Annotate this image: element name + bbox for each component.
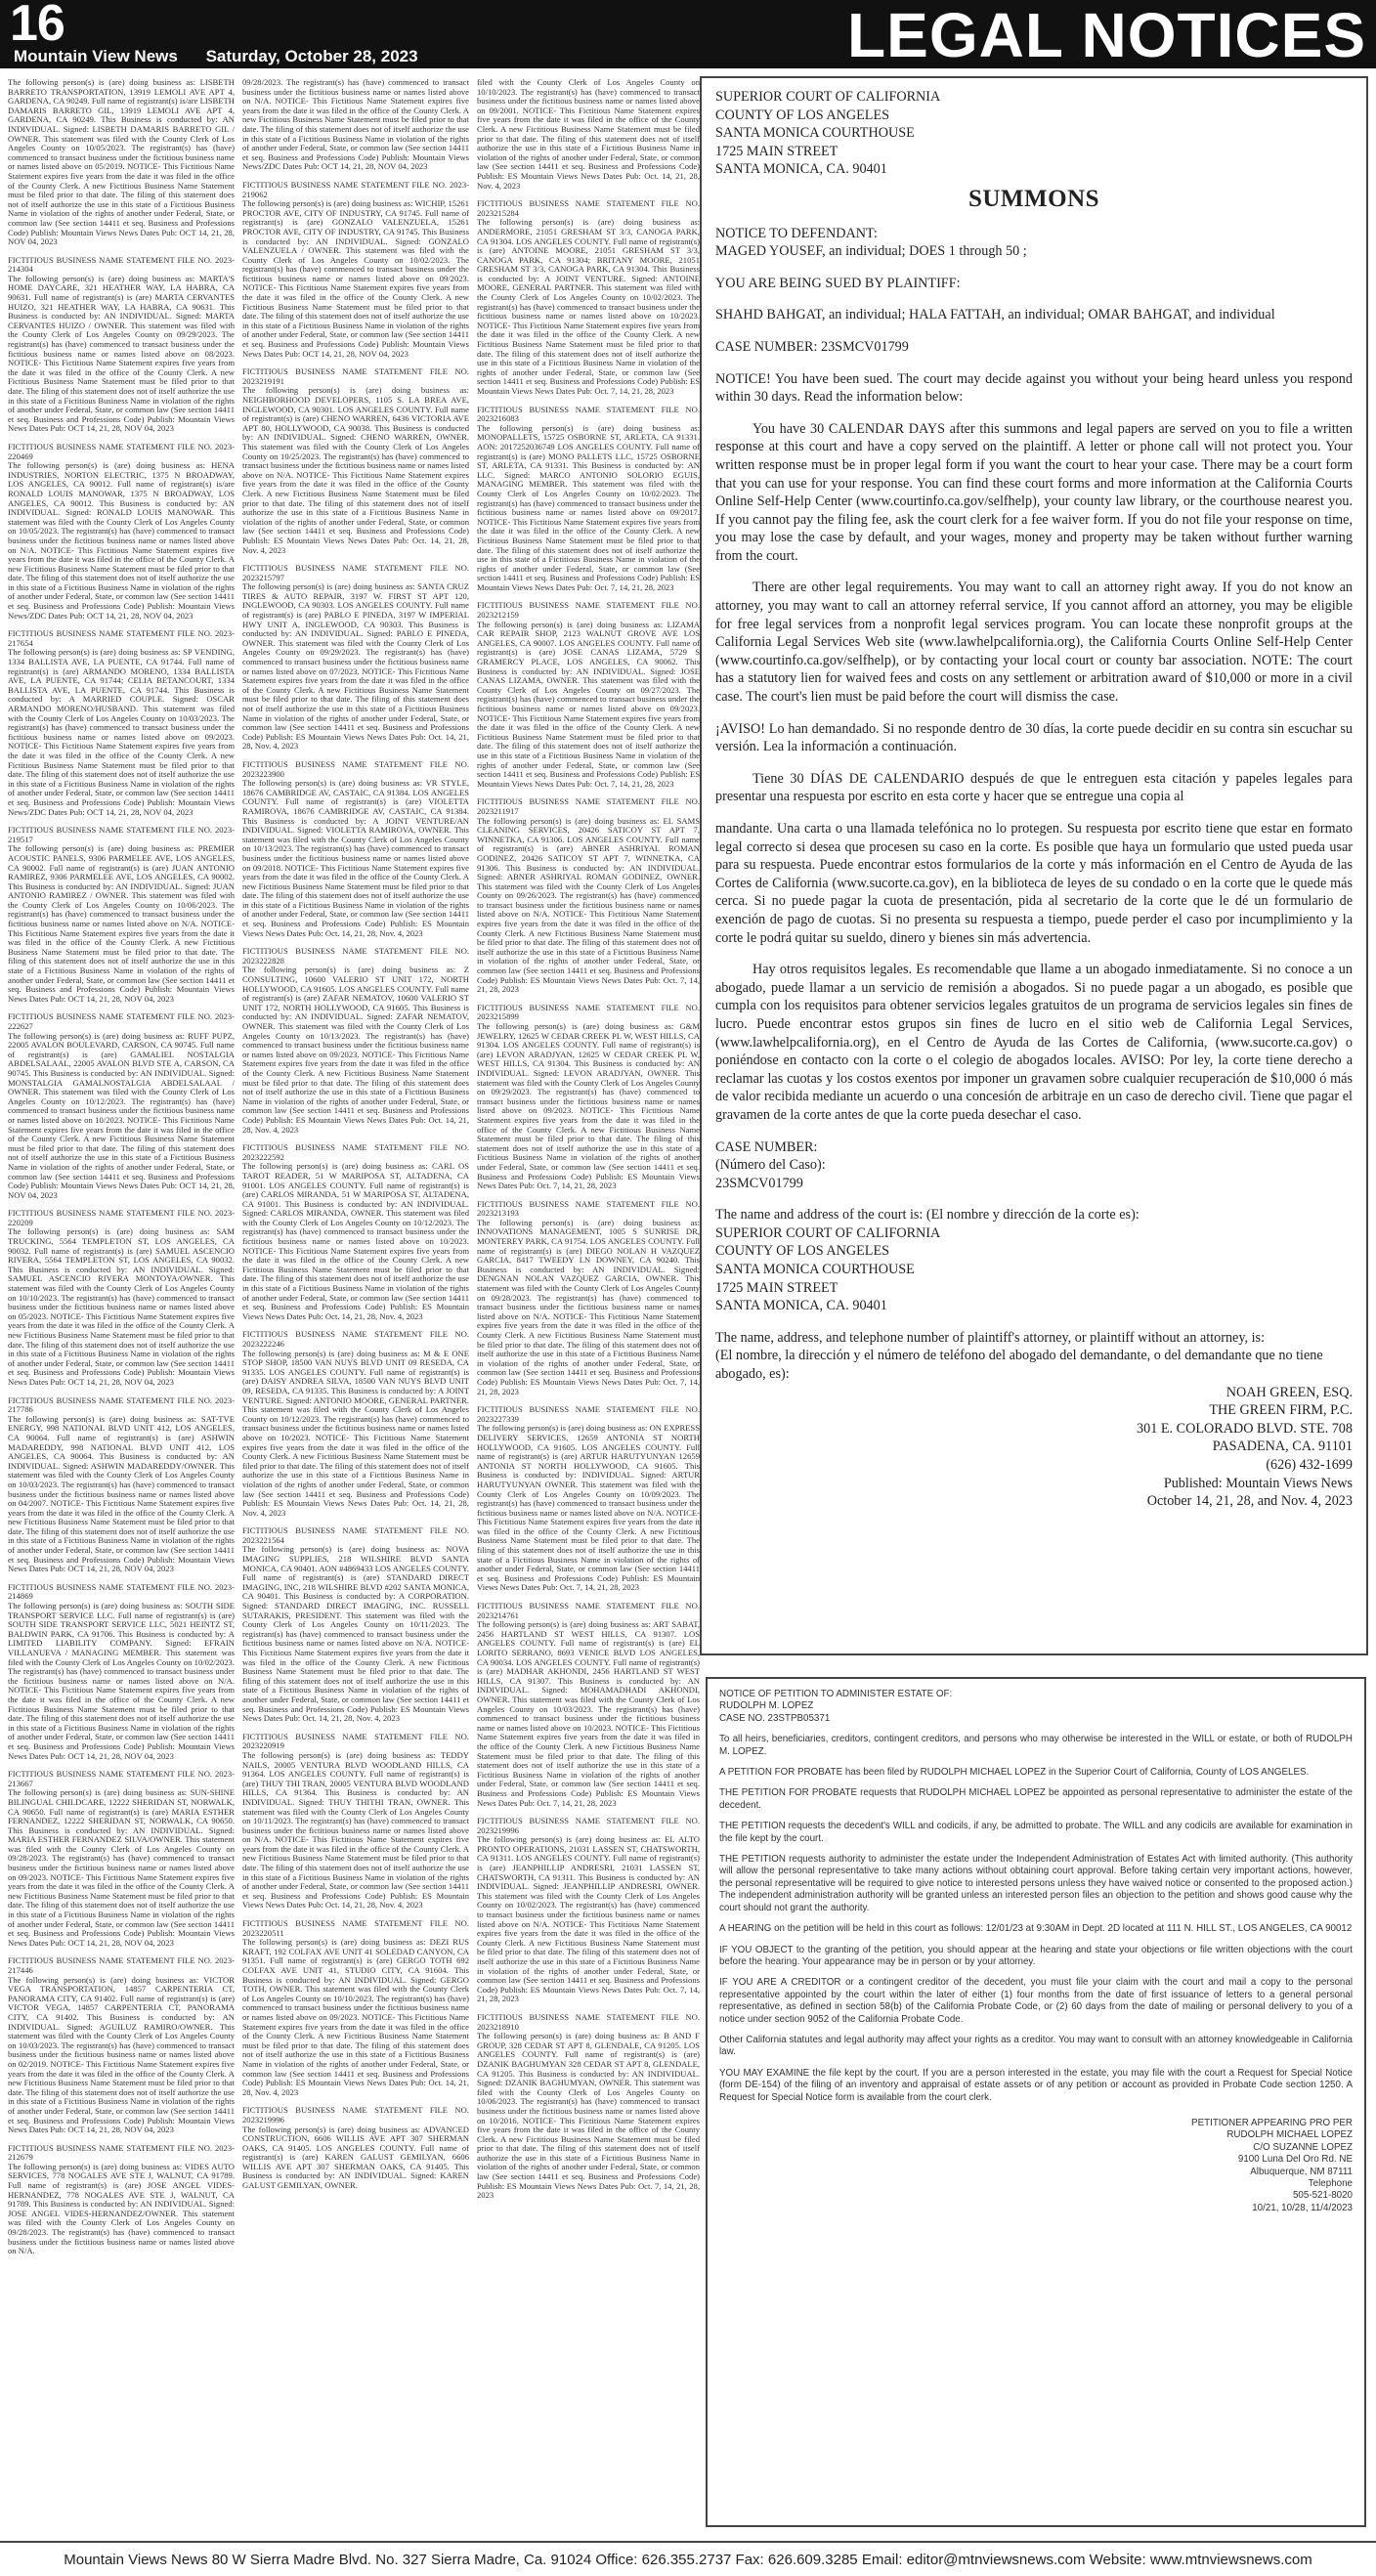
fbn-notice xyxy=(242,1330,469,1518)
fbn-notice xyxy=(8,1012,235,1200)
notice-heading: FICTITIOUS BUSINESS NAME STATEMENT FILE NO. 2023222592 xyxy=(242,1142,469,1162)
notice-heading: FICTITIOUS BUSINESS NAME STATEMENT FILE NO. 2023-217446 xyxy=(8,1955,235,1975)
fbn-notice xyxy=(242,367,469,555)
notice-heading: FICTITIOUS BUSINESS NAME STATEMENT FILE NO. 2023222246 xyxy=(242,1329,469,1349)
case-number-value: 23SMCV01799 xyxy=(715,1175,803,1191)
published-line: Published: Mountain Views News xyxy=(1163,1475,1353,1491)
fbn-notice xyxy=(8,78,235,247)
fbn-notice xyxy=(242,1526,469,1723)
notices-column-2 xyxy=(242,78,469,2531)
probate-heading: NOTICE OF PETITION TO ADMINISTER ESTATE OF: xyxy=(719,1689,953,1699)
fbn-notice xyxy=(8,443,235,621)
notice-heading: FICTITIOUS BUSINESS NAME STATEMENT FILE NO. 2023-220469 xyxy=(8,441,235,461)
notice-body: The following person(s) is (are) doing business as: B AND F GROUP, 328 CEDAR ST APT 8, GLENDALE, CA 91205. LOS ANGELES COUNTY. Full name of registrant(s) is (are) DZANIK BAGHUMYAN 328 CEDAR ST APT 8, GLENDALE, CA 91205. This Business is conducted by: AN INDIVIDUAL. Signed: DZANIK BAGHUMYAN, OWNER. This statement was filed with the County Clerk of Los Angeles County on 10/06/2023. The registrant(s) has (have) commenced to transact business under the fictitious business name or names listed above on 10/2016. NOTICE- This Fictitious Name Statement expires five years from the date it was filed in the office of the County Clerk. A new Fictitious Business Name Statement must be filed prior to that date. The filing of this statement does not of itself authorize the use in this state of a Fictitious Business Name in violation of the rights of another under Federal, State, or common law (See section 14411 et seq. Business and Professions Code) Publish: ES Mountain Views News Dates Pub: Oct. 7, 14, 21, 28, 2023 xyxy=(477,2031,700,2201)
page-number: 16 xyxy=(10,0,64,52)
notice-heading: FICTITIOUS BUSINESS NAME STATEMENT FILE NO. 2023211917 xyxy=(477,796,700,816)
page-footer: Mountain Views News 80 W Sierra Madre Blvd. No. 327 Sierra Madre, Ca. 91024 Office: 626.355.2737 Fax: 626.609.3285 Email: editor@mtnviewsnews.com Website: www.mtnviewsnews.com xyxy=(64,2552,1312,2568)
notice-body: The following person(s) is (are) doing business as: NEIGHBORHOOD DEVELOPERS, 1105 S. LA BREA AVE, INGLEWOOD, CA 90301. LOS ANGELES COUNTY. Full name of registrant(s) is (are) CHENO WARREN, 6436 VICTORIA AVE APT 80, HOLLYWOOD, CA 90038. This Business is conducted by: AN INDIVIDUAL. Signed: CHENO WARREN, OWNER. This statement was filed with the County Clerk of Los Angeles County on 10/25/2023. The registrant(s) has (have) commenced to transact business under the fictitious business name or names listed above on N/A. NOTICE- This Fictitious Name Statement expires five years from the date it was filed in the office of the County Clerk. A new Fictitious Business Name Statement must be filed prior to that date. The filing of this statement does not of itself authorize the use in this state of a Fictitious Business Name in violation of the rights of another under Federal, State, or common law (See section 14411 et seq. Business and Professions Code) Publish: ES Mountain Views News Dates Pub: Oct. 14, 21, 28, Nov. 4, 2023 xyxy=(242,385,469,555)
notice-heading: FICTITIOUS BUSINESS NAME STATEMENT FILE NO. 2023-222627 xyxy=(8,1011,235,1031)
court-name-intro: The name and address of the court is: (El nombre y dirección de la corte es): xyxy=(715,1207,1140,1224)
notices-column-3 xyxy=(477,78,700,2531)
court-line: SANTA MONICA, CA. 90401 xyxy=(715,1298,887,1314)
notice-body: The following person(s) is (are) doing business as: ART SABAT, 2456 HARTLAND ST WEST HILLS, CA 91307. LOS ANGELES COUNTY. Full name of registrant(s) is (are) EL LORITO SERRANO, 8693 VENICE BLVD LOS ANGELES, CA 90034. LOS ANGELES COUNTY. Full name of registrant(s) is (are) MADHAR AKHONDI, 2456 HARTLAND ST WEST HILLS, CA 91307. This Business is conducted by: AN INDIVIDUAL. Signed: MOHAMADHADI AKHONDI, OWNER. This statement was filed with the County Clerk of Los Angeles County on 10/03/2023. The registrant(s) has (have) commenced to transact business under the fictitious business name or names listed above on 10/2023. NOTICE- This Fictitious Name Statement expires five years from the date it was filed in the office of the County Clerk. A new Fictitious Business Name Statement must be filed prior to that date. The filing of this statement does not of itself authorize the use in this state of a Fictitious Business Name in violation of the rights of another under Federal, State, or common law (See section 14411 et seq. Business and Professions Code) Publish: ES Mountain Views News Dates Pub: Oct. 7, 14, 21, 28, 2023 xyxy=(477,1619,700,1808)
probate-paragraph: YOU MAY EXAMINE the file kept by the court. If you are a person interested in the estate, you may file with the court a Request for Special Notice (form DE-154) of the filing of an inventory and appraisal of estate assets or of any petition or account as provided in Probate Code section 1250. A Request for Special Notice form is available from the court clerk. xyxy=(719,2067,1353,2103)
notice-heading: FICTITIOUS BUSINESS NAME STATEMENT FILE NO. 2023-214869 xyxy=(8,1581,235,1602)
summons-paragraph-es: Hay otros requisitos legales. Es recomendable que llame a un abogado inmediatamente. Si no conoce a un abogado, puede llamar a un servicio de remisión a abogados. Si no puede pagar a un abogado, es posible que cumpla con los requisitos para obtener servicios legales gratuitos de un programa de servicios legales sin fines de lucro. Puede encontrar estos grupos sin fines de lucro en el sitio web de California Legal Services, (www.lawhelpcalifornia.org), en el Centro de Ayuda de las Cortes de California, (www.sucorte.ca.gov) o poniéndose en contacto con la corte o el colegio de abogados locales. AVISO: Por ley, la corte tiene derecho a reclamar las cuotas y los costos exentos por imponer un gravamen sobre cualquier recuperación de $10,000 ó más de valor recibida mediante un acuerdo o una concesión de arbitraje en un caso de derecho civil. Tiene que pagar el gravamen de la corte antes de que la corte pueda desechar el caso. xyxy=(715,962,1353,1123)
fbn-notice xyxy=(477,2013,700,2201)
notice-heading: FICTITIOUS BUSINESS NAME STATEMENT FILE NO. 2023221564 xyxy=(242,1525,469,1545)
notice-body: The following person(s) is (are) doing business as: SANTA CRUZ TIRES & AUTO REPAIR, 3197 W. FIRST ST APT 120, INGLEWOOD, CA 90303. LOS ANGELES COUNTY. Full name of registrant(s) is (are) PABLO E PINEDA, 3197 W IMPERIAL HWY UNIT A, INGLEWOOD, CA 90303. This Business is conducted by: AN INDIVIDUAL. Signed: PABLO E PINEDA, OWNER. This statement was filed with the County Clerk of Los Angeles County on 09/29/2023. The registrant(s) has (have) commenced to transact business under the fictitious business name or names listed above on 07/2023. NOTICE- This Fictitious Name Statement expires five years from the date it was filed in the office of the County Clerk. A new Fictitious Business Name Statement must be filed prior to that date. The filing of this statement does not of itself authorize the use in this state of a Fictitious Business Name in violation of the rights of another under Federal, State, or common law (See section 14411 et seq. Business and Professions Code) Publish: ES Mountain Views News Dates Pub: Oct. 14, 21, 28, Nov. 4, 2023 xyxy=(242,581,469,751)
notice-heading: FICTITIOUS BUSINESS NAME STATEMENT FILE NO. 2023-217654 xyxy=(8,628,235,648)
notice-heading: FICTITIOUS BUSINESS NAME STATEMENT FILE NO. 2023219191 xyxy=(242,366,469,386)
court-line: SANTA MONICA COURTHOUSE xyxy=(715,125,915,142)
probate-paragraph: IF YOU ARE A CREDITOR or a contingent creditor of the decedent, you must file your claim with the court and mail a copy to the personal representative appointed by the court within the later of either (1) four months from the date of first issuance of letters to a general personal representative, as defined in section 58(b) of the California Probate Code, or (2) 60 days from the date of mailing or personal delivery to you of a notice under section 9052 of the California Probate Code. xyxy=(719,1977,1353,2025)
probate-paragraph: A HEARING on the petition will be held in this court as follows: 12/01/23 at 9:30AM in Dept. 2D located at 111 N. HILL ST., LOS ANGELES, CA 90012 xyxy=(719,1923,1353,1935)
probate-paragraph: Other California statutes and legal authority may affect your rights as a creditor. You may want to consult with an attorney knowledgeable in California law. xyxy=(719,2034,1353,2058)
case-number-label-es: (Número del Caso): xyxy=(715,1157,826,1174)
header-left-block xyxy=(0,0,445,68)
paper-name: Mountain View News xyxy=(14,47,178,65)
court-line: SUPERIOR COURT OF CALIFORNIA xyxy=(715,89,941,105)
fbn-notice xyxy=(477,1817,700,2004)
defendant-label: NOTICE TO DEFENDANT: xyxy=(715,225,878,241)
petitioner-line: 9100 Luna Del Oro Rd. NE xyxy=(1237,2154,1353,2166)
notice-body: The following person(s) is (are) doing business as: VR STYLE, 18676 CAMBRIDGE AV, CASTAIC, CA 91384. LOS ANGELES COUNTY. Full name of registrant(s) is (are) VIOLETTA RAMIROVA, 18676 CAMBRIDGE AV, CASTAIC, CA 91384. This Business is conducted by: A JOINT VENTURE/AN INDIVIDUAL. Signed: VIOLETTA RAMIROVA, OWNER. This statement was filed with the County Clerk of Los Angeles County on 10/13/2023. The registrant(s) has (have) commenced to transact business under the fictitious business name or names listed above on 09/2018. NOTICE- This Fictitious Name Statement expires five years from the date it was filed in the office of the County Clerk. A new Fictitious Business Name Statement must be filed prior to that date. The filing of this statement does not of itself authorize the use in this state of a Fictitious Business Name in violation of the rights of another under Federal, State, or common law (See section 14411 et seq. Business and Professions Code) Publish: ES Mountain Views News Dates Pub: Oct. 14, 21, 28, Nov. 4, 2023 xyxy=(242,778,469,938)
notice-body: The following person(s) is (are) doing business as: DEZI RUS KRAFT, 192 COLFAX AVE UNIT 41 SOLEDAD CANYON, CA 91351. Full name of registrant(s) is (are) GERGO TOTH 692 COLFAX AVE UNIT 41, STUDIO CITY, CA 91604. This Business is conducted by: AN INDIVIDUAL. Signed: GERGO TOTH, OWNER. This statement was filed with the County Clerk of Los Angeles County on 10/10/2023. The registrant(s) has (have) commenced to transact business under the fictitious business name or names listed above on 09/2023. NOTICE- This Fictitious Name Statement expires five years from the date it was filed in the office of the County Clerk. A new Fictitious Business Name Statement must be filed prior to that date. The filing of this statement does not of itself authorize the use in this state of a Fictitious Business Name in violation of the rights of another under Federal, State, or common law (See section 14411 et seq. Business and Professions Code) Publish: ES Mountain Views News Dates Pub: Oct. 14, 21, 28, Nov. 4, 2023 xyxy=(242,1937,469,2097)
notice-heading: FICTITIOUS BUSINESS NAME STATEMENT FILE NO. 2023-219517 xyxy=(8,825,235,844)
notice-body: The following person(s) is (are) doing business as: MONOPALLETS, 15725 OSBORNE ST, ARLETA, CA 91331. AON: 2017252036749 LOS ANGELES COUNTY. Full name of registrant(s) is (are) MONO PALLETS LLC, 15725 OSBORNE ST, ARLETA, CA 91331. This Business is conducted by: AN LLC. Signed: MARCO ANTONIO SOLORIO EGUIS, MANAGING MEMBER. This statement was filed with the County Clerk of Los Angeles County on 10/02/2023. The registrant(s) has (have) commenced to transact business under the fictitious business name or names listed above on 09/2017. NOTICE- This Fictitious Name Statement expires five years from the date it was filed in the office of the County Clerk. A new Fictitious Business Name Statement must be filed prior to that date. The filing of this statement does not of itself authorize the use in this state of a Fictitious Business Name in violation of the rights of another under Federal, State, or common law (See section 14411 et seq. Business and Professions Code) Publish: ES Mountain Views News Dates Pub: Oct. 7, 14, 21, 28, 2023 xyxy=(477,422,700,592)
court-address-repeat xyxy=(715,1224,1353,1315)
notice-heading: FICTITIOUS BUSINESS NAME STATEMENT FILE NO. 2023219996 xyxy=(477,1816,700,1835)
court-line: SANTA MONICA COURTHOUSE xyxy=(715,1262,915,1278)
notice-body: The following person(s) is (are) doing business as: EL ALTO PRONTO OPERATIONS, 21031 LASSEN ST, CHATSWORTH, CA 91311. LOS ANGELES COUNTY. Full name of registrant(s) is (are) JEANPHILLIP ANDRESRI, 21031 LASSEN ST, CHATSWORTH, CA 91311. This Business is conducted by: AN INDIVIDUAL. Signed: JEANPHILLIP ANDRESRI, OWNER. This statement was filed with the County Clerk of Los Angeles County on 10/02/2023. The registrant(s) has (have) commenced to transact business under the fictitious business name or names listed above on N/A. NOTICE- This Fictitious Name Statement expires five years from the date it was filed in the office of the County Clerk. A new Fictitious Business Name Statement must be filed prior to that date. The filing of this statement does not of itself authorize the use in this state of a Fictitious Business Name in violation of the rights of another under Federal, State, or common law (See section 14411 et seq. Business and Professions Code) Publish: ES Mountain Views News Dates Pub: Oct. 7, 14, 21, 28, 2023 xyxy=(477,1834,700,2004)
fbn-notice xyxy=(477,199,700,396)
court-line: SANTA MONICA, CA. 90401 xyxy=(715,161,887,178)
fbn-notice xyxy=(8,256,235,434)
petitioner-line: C/O SUZANNE LOPEZ xyxy=(1253,2141,1353,2153)
fbn-notice xyxy=(8,2144,235,2256)
notice-heading: FICTITIOUS BUSINESS NAME STATEMENT FILE NO. 2023215899 xyxy=(477,1002,700,1022)
fbn-notice xyxy=(8,1209,235,1387)
notice-heading: FICTITIOUS BUSINESS NAME STATEMENT FILE NO. 2023-220209 xyxy=(8,1208,235,1227)
notice-body: The following person(s) is (are) doing business as: G&M JEWELRY, 12625 W CEDAR CREEK PL W, WEST HILLS, CA 91304. LOS ANGELES COUNTY. Full name of registrant(s) is (are) LEVON ARADJYAN, 12625 W CEDAR CREEK PL W, WEST HILLS, CA 91304. This Business is conducted by: AN INDIVIDUAL. Signed: LEVON ARADJYAN, OWNER. This statement was filed with the County Clerk of Los Angeles County on 09/29/2023. The registrant(s) has (have) commenced to transact business under the fictitious business name or names listed above on 09/2023. NOTICE- This Fictitious Name Statement expires five years from the date it was filed in the office of the County Clerk. A new Fictitious Business Name Statement must be filed prior to that date. The filing of this statement does not of itself authorize the use in this state of a Fictitious Business Name in violation of the rights of another under Federal, State, or common law (See section 14411 et seq. Business and Professions Code) Publish: ES Mountain Views News Dates Pub: Oct. 7, 14, 21, 28, 2023 xyxy=(477,1021,700,1191)
notice-heading: FICTITIOUS BUSINESS NAME STATEMENT FILE NO. 2023218910 xyxy=(477,2011,700,2032)
fbn-notice xyxy=(242,1733,469,1911)
fbn-notice xyxy=(242,181,469,359)
fbn-notice xyxy=(8,1583,235,1761)
fbn-notice xyxy=(8,629,235,817)
notice-body: The following person(s) is (are) doing business as: CARL OS TAROT READER, 51 W MARIPOSA ST, ALTADENA, CA 91001. LOS ANGELES COUNTY. Full name of registrant(s) is (are) CARLOS MIRANDA, 51 W MARIPOSA ST, ALTADENA, CA 91001. This Business is conducted by: AN INDIVIDUAL. Signed: CARLOS MIRANDA, OWNER. This statement was filed with the County Clerk of Los Angeles County on 10/12/2023. The registrant(s) has (have) commenced to transact business under the fictitious business name or names listed above on 10/2023. NOTICE- This Fictitious Name Statement expires five years from the date it was filed in the office of the County Clerk. A new Fictitious Business Name Statement must be filed prior to that date. The filing of this statement does not of itself authorize the use in this state of a Fictitious Business Name in violation of the rights of another under Federal, State, or common law (See section 14411 et seq. Business and Professions Code) Publish: ES Mountain Views News Dates Pub: Oct. 14, 21, 28, Nov. 4, 2023 xyxy=(242,1161,469,1321)
fbn-notice xyxy=(8,826,235,1004)
court-line: 1725 MAIN STREET xyxy=(715,143,838,159)
fbn-notice xyxy=(242,564,469,751)
notice-body: The following person(s) is (are) doing business as: SAM TRUCKING, 5564 TEMPLETON ST, LOS ANGELES, CA 90032. Full name of registrant(s) is (are) SAMUEL ASCENCIO RIVERA, 5564 TEMPLETON ST, LOS ANGELES, CA 90032. This Business is conducted by: AN INDIVIDUAL. Signed: SAMUEL ASCENCIO RIVERA MONTOYA/OWNER. This statement was filed with the County Clerk of Los Angeles County on 10/10/2023. The registrant(s) has (have) commenced to transact business under the fictitious business name or names listed above on 05/2023. NOTICE- This Fictitious Name Statement expires five years from the date it was filed in the office of the County Clerk. A new Fictitious Business Name Statement must be filed prior to that date. The filing of this statement does not of itself authorize the use in this state of a Fictitious Business Name in violation of the rights of another under Federal, State, or common law (See section 14411 et seq. Business and Professions Code) Publish: Mountain Views News Dates Pub: OCT 14, 21, 28, NOV 04, 2023 xyxy=(8,1226,235,1387)
notice-heading: FICTITIOUS BUSINESS NAME STATEMENT FILE NO. 2023223900 xyxy=(242,758,469,779)
court-line: COUNTY OF LOS ANGELES xyxy=(715,107,890,123)
fbn-notice xyxy=(242,1919,469,2097)
attorney-line: PASADENA, CA. 91101 xyxy=(1212,1438,1353,1455)
notice-body: The following person(s) is (are) doing business as: VIDES AUTO SERVICES, 778 NOGALES AVE STE J, WALNUT, CA 91789. Full name of registrant(s) is (are) JOSE ANGEL VIDES-HERNANDEZ, 778 NOGALES AVE STE J, WALNUT, CA 91789. This Business is conducted by: AN INDIVIDUAL. Signed: JOSE ANGEL VIDES-HERNANDEZ/OWNER. This statement was filed with the County Clerk of Los Angeles County on 09/28/2023. The registrant(s) has (have) commenced to transact business under the fictitious business name or names listed above on N/A. xyxy=(8,2161,235,2256)
publication-dates: October 14, 21, 28, and Nov. 4, 2023 xyxy=(1146,1493,1353,1510)
notice-body: The following person(s) is (are) doing business as: SAT-TVE ENERGY, 998 NATIONAL BLVD UNIT 412, LOS ANGELES, CA 90064. Full name of registrant(s) is (are) ASHWIN MADAREDDY, 998 NATIONAL BLVD UNIT 412, LOS ANGELES, CA 90064. This Business is conducted by: AN INDIVIDUAL. Signed: ASHWIN MADAREDDY/OWNER. This statement was filed with the County Clerk of Los Angeles County on 10/03/2023. The registrant(s) has (have) commenced to transact business under the fictitious business name or names listed above on 04/2007. NOTICE- This Fictitious Name Statement expires five years from the date it was filed in the office of the County Clerk. A new Fictitious Business Name Statement must be filed prior to that date. The filing of this statement does not of itself authorize the use in this state of a Fictitious Business Name in violation of the rights of another under Federal, State, or common law (See section 14411 et seq. Business and Professions Code) Publish: Mountain Views News Dates Pub: OCT 14, 21, 28, NOV 04, 2023 xyxy=(8,1413,235,1574)
notice-body: The following person(s) is (are) doing business as: LIZAMA CAR REPAIR SHOP, 2123 WALNUT GROVE AVE LOS ANGELES, CA 90007. LOS ANGELES COUNTY. Full name of registrant(s) is (are) JOSE CANAS LIZAMA, 5729 S GRAMERCY PLACE, LOS ANGELES, CA 90062. This Business is conducted by: AN INDIVIDUAL. Signed: JOSE CANAS LIZAMA, OWNER. This statement was filed with the County Clerk of Los Angeles County on 09/27/2023. The registrant(s) has (have) commenced to transact business under the fictitious business name or names listed above on 09/2023. NOTICE- This Fictitious Name Statement expires five years from the date it was filed in the office of the County Clerk. A new Fictitious Business Name Statement must be filed prior to that date. The filing of this statement does not of itself authorize the use in this state of a Fictitious Business Name in violation of the rights of another under Federal, State, or common law (See section 14411 et seq. Business and Professions Code) Publish: ES Mountain Views News Dates Pub: Oct. 7, 14, 21, 28, 2023 xyxy=(477,619,700,789)
notice-body: The following person(s) is (are) doing business as: HENA INDUSTRIES, NORTON ELECTRIC, 1375 N BROADWAY, LOS ANGELES, CA 90012. Full name of registrant(s) is/are RONALD LOUIS MANOWAR, 1375 N BROADWAY, LOS ANGELES, CA 90012. This Business is conducted by: AN INDIVIDUAL. Signed: RONALD LOUIS MANOWAR. This statement was filed with the County Clerk of Los Angeles County on 10/05/2023. The registrant(s) has (have) commenced to transact business under the fictitious business name or names listed above on N/A. NOTICE- This Fictitious Name Statement expires five years from the date it was filed in the office of the County Clerk. A new Fictitious Business Name Statement must be filed prior to that date. The filing of this statement does not of itself authorize the use in this state of a Fictitious Business Name in violation of the rights of another under Federal, State, or common law (See section 14411 et seq. Business and Professions Code) Publish: Mountain Views News/ZDC Dates Pub: OCT 14, 21, 28, NOV 04, 2023 xyxy=(8,460,235,621)
fbn-notice xyxy=(477,1200,700,1396)
section-title: LEGAL NOTICES xyxy=(847,0,1366,70)
attorney-line: NOAH GREEN, ESQ. xyxy=(1226,1384,1353,1400)
notice-heading: FICTITIOUS BUSINESS NAME STATEMENT FILE NO. 2023220511 xyxy=(242,1918,469,1938)
fbn-notice xyxy=(477,406,700,593)
summons-paragraph: There are other legal requirements. You may want to call an attorney right away. If you do not know an attorney, you may want to call an attorney referral service, If you cannot afford an attorney, you may be eligible for free legal services from a nonprofit legal services program. You can locate these nonprofit groups at the California Legal Services Web site (www.lawhelpcalifornia.org), the California Courts Online Self-Help Center (www.courtinfo.ca.gov/selfhelp), or by contacting your local court or county bar association. NOTE: The court has a statutory lien for waived fees and costs on any settlement or arbitration award of $10,000 or more in a civil case. The court's lien must be paid before the court will dismiss the case. xyxy=(715,580,1353,706)
notice-body: The following person(s) is (are) doing business as: RUFF PUPZ, 22005 AVALON BOULEVARD, CARSON, CA 90745. Full name of registrant(s) is (are) GAMALIEL NOSTALGIA ABDELSALAAL, 22005 AVALON BLVD STE A, CARSON, CA 90745. This Business is conducted by: AN INDIVIDUAL. Signed: MONSTALGIA GAMALNOSTALGIA ABDELSALAAL / OWNER. This statement was filed with the County Clerk of Los Angeles County on 10/12/2023. The registrant(s) has (have) commenced to transact business under the fictitious business name or names listed above on 10/2023. NOTICE- This Fictitious Name Statement expires five years from the date it was filed in the office of the County Clerk. A new Fictitious Business Name Statement must be filed prior to that date. The filing of this statement does not of itself authorize the use in this state of a Fictitious Business Name in violation of the rights of another under Federal, State, or common law (See section 14411 et seq. Business and Professions Code) Publish: Mountain Views News Dates Pub: OCT 14, 21, 28, NOV 04, 2023 xyxy=(8,1030,235,1200)
notice-heading: FICTITIOUS BUSINESS NAME STATEMENT FILE NO. 2023214761 xyxy=(477,1601,700,1620)
case-number-label: CASE NUMBER: xyxy=(715,1138,818,1155)
fbn-notice xyxy=(477,1405,700,1593)
notice-heading: FICTITIOUS BUSINESS NAME STATEMENT FILE NO. 2023-212679 xyxy=(8,2142,235,2163)
fbn-notice xyxy=(477,601,700,789)
petitioner-block xyxy=(719,2118,1353,2214)
fbn-notice xyxy=(8,1770,235,1948)
fbn-notice xyxy=(8,1956,235,2134)
issue-date: Saturday, October 28, 2023 xyxy=(205,47,418,65)
fbn-notice xyxy=(8,1396,235,1574)
notice-body: The following person(s) is (are) doing business as: WICHIP, 15261 PROCTOR AVE, CITY OF INDUSTRY, CA 91745. Full name of registrant(s) is (are) GONZALO VALENZUELA, 15261 PROCTOR AVE, CITY OF INDUSTRY, CA 91745. This Business is conducted by: AN INDIVIDUAL. Signed: GONZALO VALENZUELA / OWNER. This statement was filed with the County Clerk of Los Angeles County on 10/02/2023. The registrant(s) has (have) commenced to transact business under the fictitious business name or names listed above on 09/2023. NOTICE- This Fictitious Name Statement expires five years from the date it was filed in the office of the County Clerk. A new Fictitious Business Name Statement must be filed prior to that date. The filing of this statement does not of itself authorize the use in this state of a Fictitious Business Name in violation of the rights of another under Federal, State, or common law (See section 14411 et seq. Business and Professions Code) Publish: Mountain Views News Dates Pub: OCT 14, 21, 28, NOV 04, 2023 xyxy=(242,198,469,359)
header-right-block xyxy=(445,0,1376,68)
probate-paragraph: THE PETITION requests authority to administer the estate under the Independent Administration of Estates Act with limited authority. (This authority will allow the personal representative to take many actions without obtaining court approval. Before taking certain very important actions, however, the personal representative will be required to give notice to interested persons unless they have waived notice or consented to the proposed action.) The independent administration authority will be granted unless an interested person files an objection to the petition and shows good cause why the court should not grant the authority. xyxy=(719,1854,1353,1913)
summons-notice xyxy=(700,76,1368,1655)
probate-paragraph: A PETITION FOR PROBATE has been filed by RUDOLPH MICHAEL LOPEZ in the Superior Court of California, County of LOS ANGELES. xyxy=(719,1767,1310,1779)
notice-heading: FICTITIOUS BUSINESS NAME STATEMENT FILE NO. 2023-219062 xyxy=(242,179,469,199)
attorney-line: (626) 432-1699 xyxy=(1266,1457,1353,1473)
summons-paragraph-es: Tiene 30 DÍAS DE CALENDARIO después de que le entreguen esta citación y papeles legales para presentar una respuesta por escrito en esta corte y hacer que se entregue una copia al xyxy=(715,770,1353,805)
notice-body: 09/28/2023. The registrant(s) has (have) commenced to transact business under the fictitious business name or names listed above on N/A. NOTICE- This Fictitious Name Statement expires five years from the date it was filed in the office of the County Clerk. A new Fictitious Business Name Statement must be filed prior to that date. The filing of this statement does not of itself authorize the use in this state of a Fictitious Business Name in violation of the rights of another under Federal, State, or common law (See section 14411 et seq. Business and Professions Code) Publish: Mountain Views News/ZDC Dates Pub: OCT 14, 21, 28, NOV 04, 2023 xyxy=(242,78,469,172)
notice-heading: FICTITIOUS BUSINESS NAME STATEMENT FILE NO. 2023222828 xyxy=(242,946,469,966)
probate-paragraph: THE PETITION FOR PROBATE requests that RUDOLPH MICHAEL LOPEZ be appointed as personal representative to administer the estate of the decedent. xyxy=(719,1787,1353,1811)
notice-heading: FICTITIOUS BUSINESS NAME STATEMENT FILE NO. 2023213193 xyxy=(477,1198,700,1219)
attorney-line: 301 E. COLORADO BLVD. STE. 708 xyxy=(1137,1420,1353,1437)
fbn-notice xyxy=(242,1143,469,1321)
petitioner-line: Albuquerque, NM 87111 xyxy=(1250,2166,1353,2177)
attorney-intro-es: (El nombre, la dirección y el número de teléfono del abogado del demandante, o del demandante que no tiene abogado, es): xyxy=(715,1348,1323,1383)
probate-paragraph: THE PETITION requests the decedent's WILL and codicils, if any, be admitted to probate. The WILL and any codicils are available for examination in the file kept by the court. xyxy=(719,1821,1353,1844)
page-header xyxy=(0,0,1376,68)
attorney-intro: The name, address, and telephone number of plaintiff's attorney, or plaintiff without an attorney, is: xyxy=(715,1329,1266,1346)
notice-body: The following person(s) is (are) doing business as: EL SAMS CLEANING SERVICES, 20426 SATICOY ST APT 7, WINNETKA, CA 91306. LOS ANGELES COUNTY. Full name of registrant(s) is (are) ABNER ASHRIYAL ROMAN GODINEZ, 20426 SATICOY ST APT 7, WINNETKA, CA 91306. This Business is conducted by: AN INDIVIDUAL. Signed: ABNER ASHRIYAL ROMAN GODINEZ, OWNER. This statement was filed with the County Clerk of Los Angeles County on 09/26/2023. The registrant(s) has (have) commenced to transact business under the fictitious business name or names listed above on N/A. NOTICE- This Fictitious Name Statement expires five years from the date it was filed in the office of the County Clerk. A new Fictitious Business Name Statement must be filed prior to that date. The filing of this statement does not of itself authorize the use in this state of a Fictitious Business Name in violation of the rights of another under Federal, State, or common law (See section 14411 et seq. Business and Professions Code) Publish: ES Mountain Views News Dates Pub: Oct. 7, 14, 21, 28, 2023 xyxy=(477,815,700,995)
notice-body: The following person(s) is (are) doing business as: NOVA IMAGING SUPPLIES, 218 WILSHIRE BLVD SANTA MONICA, CA 90401. AON #4869433 LOS ANGELES COUNTY. Full name of registrant(s) is (are) STANDARD DIRECT IMAGING, INC, 218 WILSHIRE BLVD #202 SANTA MONICA, CA 90401. This Business is conducted by: A CORPORATION. Signed: STANDARD DIRECT IMAGING, INC. RUSSELL SUTARAKIS, PRESIDENT. This statement was filed with the County Clerk of Los Angeles County on 10/11/2023. The registrant(s) has (have) commenced to transact business under the fictitious business name or names listed above on N/A. NOTICE- This Fictitious Name Statement expires five years from the date it was filed in the office of the County Clerk. A new Fictitious Business Name Statement must be filed prior to that date. The filing of this statement does not of itself authorize the use in this state of a Fictitious Business Name in violation of the rights of another under Federal, State, or common law (See section 14411 et seq. Business and Professions Code) Publish: ES Mountain Views News Dates Pub: Oct. 14, 21, 28, Nov. 4, 2023 xyxy=(242,1544,469,1724)
fbn-notice xyxy=(477,1004,700,1191)
fbn-notice xyxy=(242,760,469,938)
fbn-notice xyxy=(477,78,700,191)
notice-text: NOTICE! You have been sued. The court may decide against you without your being heard unless you respond within 30 days. Read the information below: xyxy=(715,370,1353,406)
court-line: SUPERIOR COURT OF CALIFORNIA xyxy=(715,1224,941,1241)
notice-heading: FICTITIOUS BUSINESS NAME STATEMENT FILE NO. 2023215284 xyxy=(477,198,700,218)
notice-heading: FICTITIOUS BUSINESS NAME STATEMENT FILE NO. 2023216083 xyxy=(477,404,700,424)
notice-body: The following person(s) is (are) doing business as: ADVANCED CONSTRUCTION, 6606 WILLIS AVE APT 307 SHERMAN OAKS, CA 91405. LOS ANGELES COUNTY. Full name of registrant(s) is (are) KAREN GALUST GEMILYAN, 6606 WILLIS AVE APT 307 SHERMAN OAKS, CA 91405. This Business is conducted by: AN INDIVIDUAL. Signed: KAREN GALUST GEMILYAN, OWNER. xyxy=(242,2124,469,2191)
notice-body: The following person(s) is (are) doing business as: SP VENDING, 1334 BALLISTA AVE, LA PUENTE, CA 91744. Full name of registrant(s) is (are) ARMANDO MORENO, 1334 BALLISTA AVE, LA PUENTE, CA 91744; CELIA BETANCOURT, 1334 BALLISTA AVE, LA PUENTE, CA 91744. This Business is conducted by: A MARRIED COUPLE. Signed: OSCAR ARMANDO MORENO/HUSBAND. This statement was filed with the County Clerk of Los Angeles County on 10/03/2023. The registrant(s) has (have) commenced to transact business under the fictitious business name or names listed above on 09/2023. NOTICE- This Fictitious Name Statement expires five years from the date it was filed in the office of the County Clerk. A new Fictitious Business Name Statement must be filed prior to that date. The filing of this statement does not of itself authorize the use in this state of a Fictitious Business Name in violation of the rights of another under Federal, State, or common law (See section 14411 et seq. Business and Professions Code) Publish: Mountain Views News/ZDC Dates Pub: OCT 14, 21, 28, NOV 04, 2023 xyxy=(8,647,235,817)
notice-body: The following person(s) is (are) doing business as: MARTA'S HOME DAYCARE, 321 HEATHER WAY, LA HABRA, CA 90631. Full name of registrant(s) is (are) MARTA CERVANTES HUIZO, 321 HEATHER WAY, LA HABRA, CA 90631. This Business is conducted by: AN INDIVIDUAL. Signed: MARTA CERVANTES HUIZO / OWNER. This statement was filed with the County Clerk of Los Angeles County on 09/29/2023. The registrant(s) has (have) commenced to transact business under the fictitious business name or names listed above on 08/2023. NOTICE- This Fictitious Name Statement expires five years from the date it was filed in the office of the County Clerk. A new Fictitious Business Name Statement must be filed prior to that date. The filing of this statement does not of itself authorize the use in this state of a Fictitious Business Name in violation of the rights of another under Federal, State, or common law (See section 14411 et seq. Business and Professions Code) Publish: Mountain Views News Dates Pub: OCT 14, 21, 28, NOV 04, 2023 xyxy=(8,273,235,434)
petitioner-line: PETITIONER APPEARING PRO PER xyxy=(1191,2117,1353,2128)
case-number: CASE NUMBER: 23SMCV01799 xyxy=(715,338,909,355)
notice-body: The following person(s) is (are) doing business as: SOUTH SIDE TRANSPORT SERVICE LLC. Full name of registrant(s) is (are) SOUTH SIDE TRANSPORT SERVICE LLC, 5021 HEINTZ ST, BALDWIN PARK, CA 91706. This Business is conducted by: A LIMITED LIABILITY COMPANY. Signed: EFRAIN VILLANUEVA / MANAGING MEMBER. This statement was filed with the County Clerk of Los Angeles County on 10/02/2023. The registrant(s) has (have) commenced to transact business under the fictitious business name or names listed above on N/A. NOTICE- This Fictitious Name Statement expires five years from the date it was filed in the office of the County Clerk. A new Fictitious Business Name Statement must be filed prior to that date. The filing of this statement does not of itself authorize the use in this state of a Fictitious Business Name in violation of the rights of another under Federal, State, or common law (See section 14411 et seq. Business and Professions Code) Publish: Mountain Views News Dates Pub: OCT 14, 21, 28, NOV 04, 2023 xyxy=(8,1601,235,1761)
summons-paragraph-es: mandante. Una carta o una llamada telefónica no lo protegen. Su respuesta por escrito tiene que estar en formato legal correcto si desea que procesen su caso en la corte. Es posible que haya un formulario que usted pueda usar para su respuesta. Puede encontrar estos formularios de la corte y más información en el Centro de Ayuda de las Cortes de California (www.sucorte.ca.gov), en la biblioteca de leyes de su condado o en la corte que le quede más cerca. Si no puede pagar la cuota de presentación, pida al secretario de la corte que le dé un formulario de exención de pago de cuotas. Si no presenta su respuesta a tiempo, puede perder el caso por incumplimiento y la corte le podrá quitar su sueldo, dinero y bienes sin más advertencia. xyxy=(715,821,1353,946)
footer-rule xyxy=(0,2541,1376,2543)
plaintiff-label: YOU ARE BEING SUED BY PLAINTIFF: xyxy=(715,275,961,291)
notice-heading: FICTITIOUS BUSINESS NAME STATEMENT FILE NO. 2023219996 xyxy=(242,2105,469,2125)
notice-heading: FICTITIOUS BUSINESS NAME STATEMENT FILE NO. 2023-217786 xyxy=(8,1395,235,1415)
notice-heading: FICTITIOUS BUSINESS NAME STATEMENT FILE NO. 2023215797 xyxy=(242,563,469,582)
fbn-notice xyxy=(242,78,469,172)
notices-column-1 xyxy=(8,78,235,2531)
notice-heading: FICTITIOUS BUSINESS NAME STATEMENT FILE NO. 2023227339 xyxy=(477,1404,700,1424)
probate-paragraph: To all heirs, beneficiaries, creditors, contingent creditors, and persons who may otherwise be interested in the WILL or estate, or both of RUDOLPH M. LOPEZ. xyxy=(719,1734,1353,1757)
plaintiff: SHAHD BAHGAT, an individual; HALA FATTAH, an individual; OMAR BAHGAT, and individual xyxy=(715,307,1275,323)
fbn-notice xyxy=(477,1602,700,1808)
petitioner-line: RUDOLPH MICHAEL LOPEZ xyxy=(1226,2129,1353,2141)
notice-heading: FICTITIOUS BUSINESS NAME STATEMENT FILE NO. 2023-213667 xyxy=(8,1769,235,1788)
notice-body: The following person(s) is (are) doing business as: Z CONSULTING, 10600 VALERIO ST UNIT 172, NORTH HOLLYWOOD, CA 91605. LOS ANGELES COUNTY. Full name of registrant(s) is (are) ZAFAR NEMATOV, 10600 VALERIO ST UNIT 172, NORTH HOLLYWOOD, CA 91605. This Business is conducted by: AN INDIVIDUAL. Signed: ZAFAR NEMATOV, OWNER. This statement was filed with the County Clerk of Los Angeles County on 10/13/2023. The registrant(s) has (have) commenced to transact business under the fictitious business name or names listed above on 09/2023. NOTICE- This Fictitious Name Statement expires five years from the date it was filed in the office of the County Clerk. A new Fictitious Business Name Statement must be filed prior to that date. The filing of this statement does not of itself authorize the use in this state of a Fictitious Business Name in violation of the rights of another under Federal, State, or common law (See section 14411 et seq. Business and Professions Code) Publish: ES Mountain Views News Dates Pub: Oct. 14, 21, 28, Nov. 4, 2023 xyxy=(242,965,469,1135)
court-line: 1725 MAIN STREET xyxy=(715,1279,838,1296)
attorney-block xyxy=(715,1384,1353,1511)
attorney-line: THE GREEN FIRM, P.C. xyxy=(1209,1402,1353,1419)
petitioner-line: Telephone xyxy=(1308,2178,1353,2189)
fbn-notice xyxy=(242,947,469,1135)
notice-body: The following person(s) is (are) doing business as: VICTOR VEGA TRANSPORTATION, 14857 CARPENTERIA CT, PANORAMA CITY, CA 91402. Full name of registrant(s) is (are) VICTOR VEGA, 14857 CARPENTERIA CT, PANORAMA CITY, CA 91402. This Business is conducted by: AN INDIVIDUAL. Signed: AGUILUZ RAMIRO/OWNER. This statement was filed with the County Clerk of Los Angeles County on 10/03/2023. The registrant(s) has (have) commenced to transact business under the fictitious business name or names listed above on 02/2019. NOTICE- This Fictitious Name Statement expires five years from the date it was filed in the office of the County Clerk. A new Fictitious Business Name Statement must be filed prior to that date. The filing of this statement does not of itself authorize the use in this state of a Fictitious Business Name in violation of the rights of another under Federal, State, or common law (See section 14411 et seq. Business and Professions Code) Publish: Mountain Views News Dates Pub: OCT 14, 21, 28, NOV 04, 2023 xyxy=(8,1974,235,2135)
notice-body: The following person(s) is (are) doing business as: ON EXPRESS DELIVERY SERVICES, 12659 ANTONIA ST NORTH HOLLYWOOD, CA 91605. LOS ANGELES COUNTY. Full name of registrant(s) is (are) ARTUR HARUTYUNYAN 12659 ANTONIA ST NORTH HOLLYWOOD, CA 91605. This Business is conducted by: INDIVIDUAL. Signed: ARTUR HARUTYUNYAN OWNER. This statement was filed with the County Clerk of Los Angeles County on 10/09/2023. The registrant(s) has (have) commenced to transact business under the fictitious business name or names listed above on N/A. NOTICE- This Fictitious Name Statement expires five years from the date it was filed in the office of the County Clerk. A new Fictitious Business Name Statement must be filed prior to that date. The filing of this statement does not of itself authorize the use in this state of a Fictitious Business Name in violation of the rights of another under Federal, State, or common law (See section 14411 et seq. Business and Professions Code) Publish: ES Mountain Views News Dates Pub: Oct. 7, 14, 21, 28, 2023 xyxy=(477,1423,700,1593)
probate-paragraph: IF YOU OBJECT to the granting of the petition, you should appear at the hearing and state your objections or file written objections with the court before the hearing. Your appearance may be in person or by your attorney. xyxy=(719,1944,1353,1967)
notice-body: filed with the County Clerk of Los Angeles County on 10/10/2023. The registrant(s) has (have) commenced to transact business under the fictitious business name or names listed above on 09/2001. NOTICE- This Fictitious Name Statement expires five years from the date it was filed in the office of the County Clerk. A new Fictitious Business Name Statement must be filed prior to that date. The filing of this statement does not of itself authorize the use in this state of a Fictitious Business Name in violation of the rights of another under Federal, State, or common law (See section 14411 et seq. Business and Professions Code) Publish: ES Mountain Views News Dates Pub: Oct. 14, 21, 28, Nov. 4, 2023 xyxy=(477,78,700,191)
defendant: MAGED YOUSEF, an individual; DOES 1 through 50 ; xyxy=(715,243,1027,260)
notice-heading: FICTITIOUS BUSINESS NAME STATEMENT FILE NO. 2023220919 xyxy=(242,1731,469,1751)
court-line: COUNTY OF LOS ANGELES xyxy=(715,1243,890,1260)
paper-info xyxy=(14,47,418,66)
fbn-notice xyxy=(242,2106,469,2190)
notice-heading: FICTITIOUS BUSINESS NAME STATEMENT FILE NO. 2023-214304 xyxy=(8,254,235,275)
petitioner-line: 505-521-8020 xyxy=(1292,2190,1353,2202)
notice-body: The following person(s) is (are) doing business as: SUN-SHINE BILINGUAL CHILDCARE, 12222 SHERIDAN ST, NORWALK, CA 90650. Full name of registrant(s) is (are) MARIA ESTHER FERNANDEZ, 12222 SHERIDAN ST, NORWALK, CA 90650. This Business is conducted by: AN INDIVIDUAL. Signed: MARIA ESTHER FERNANDEZ SILVA/OWNER. This statement was filed with the County Clerk of Los Angeles County on 09/28/2023. The registrant(s) has (have) commenced to transact business under the fictitious business name or names listed above on 09/2023. NOTICE- This Fictitious Name Statement expires five years from the date it was filed in the office of the County Clerk. A new Fictitious Business Name Statement must be filed prior to that date. The filing of this statement does not of itself authorize the use in this state of a Fictitious Business Name in violation of the rights of another under Federal, State, or common law (See section 14411 et seq. Business and Professions Code) Publish: Mountain Views News Dates Pub: OCT 14, 21, 28, NOV 04, 2023 xyxy=(8,1787,235,1948)
fbn-notice xyxy=(477,797,700,994)
notice-heading: FICTITIOUS BUSINESS NAME STATEMENT FILE NO. 2023212159 xyxy=(477,600,700,621)
aviso-text: ¡AVISO! Lo han demandado. Si no responde dentro de 30 días, la corte puede decidir en su contra sin escuchar su versión. Lea la información a continuación. xyxy=(715,720,1353,755)
petitioner-line: 10/21, 10/28, 11/4/2023 xyxy=(1252,2202,1353,2213)
notice-body: The following person(s) is (are) doing business as: ANDERMORE, 21051 GRESHAM ST 3/3, CANOGA PARK, CA 91304. LOS ANGELES COUNTY. Full name of registrant(s) is (are) ANTOINE MOORE, 21051 GRESHAM ST 3/3, CANOGA PARK, CA 91304; BRITANY MOORE, 21051 GRESHAM ST 3/3, CANOGA PARK, CA 91304. This Business is conducted by: A JOINT VENTURE. Signed: ANTOINE MOORE, GENERAL PARTNER. This statement was filed with the County Clerk of Los Angeles County on 10/02/2023. The registrant(s) has (have) commenced to transact business under the fictitious business name or names listed above on 10/2023. NOTICE- This Fictitious Name Statement expires five years from the date it was filed in the office of the County Clerk. A new Fictitious Business Name Statement must be filed prior to that date. The filing of this statement does not of itself authorize the use in this state of a Fictitious Business Name in violation of the rights of another under Federal, State, or common law (See section 14411 et seq. Business and Professions Code) Publish: ES Mountain Views News Dates Pub: Oct. 7, 14, 21, 28, 2023 xyxy=(477,217,700,396)
notice-body: The following person(s) is (are) doing business as: LISBETH BARRETO TRANSPORTATION, 13919 LEMOLI AVE APT 4, GARDENA, CA 90249. Full name of registrant(s) is/are LISBETH DAMARIS BARRETO GIL, 13919 LEMOLI AVE APT 4, GARDENA, CA 90249. This Business is conducted by: AN INDIVIDUAL. Signed: LISBETH DAMARIS BARRETO GIL / OWNER. This statement was filed with the County Clerk of Los Angeles County on 10/05/2023. The registrant(s) has (have) commenced to transact business under the fictitious business name or names listed above on 05/2019. NOTICE- This Fictitious Name Statement expires five years from the date it was filed in the office of the County Clerk. A new Fictitious Business Name Statement must be filed prior to that date. The filing of this statement does not of itself authorize the use in this state of a Fictitious Business Name in violation of the rights of another under Federal, State, or common law (See section 14411 et seq. Business and Professions Code) Publish: Mountain Views News Dates Pub: OCT 14, 21, 28, NOV 04, 2023 xyxy=(8,78,235,247)
decedent-name: RUDOLPH M. LOPEZ xyxy=(719,1700,814,1712)
notice-body: The following person(s) is (are) doing business as: TEDDY NAILS, 20005 VENTURA BLVD WOODLAND HILLS, CA 91364. LOS ANGELES COUNTY. Full name of registrant(s) is (are) THUY THI TRAN, 20005 VENTURA BLVD WOODLAND HILLS, CA 91364. This Business is conducted by: AN INDIVIDUAL. Signed: THUY THITHI TRAN, OWNER. This statement was filed with the County Clerk of Los Angeles County on 10/11/2023. The registrant(s) has (have) commenced to transact business under the fictitious business name or names listed above on N/A. NOTICE- This Fictitious Name Statement expires five years from the date it was filed in the office of the County Clerk. A new Fictitious Business Name Statement must be filed prior to that date. The filing of this statement does not of itself authorize the use in this state of a Fictitious Business Name in violation of the rights of another under Federal, State, or common law (See section 14411 et seq. Business and Professions Code) Publish: ES Mountain Views News Dates Pub: Oct. 14, 21, 28, Nov. 4, 2023 xyxy=(242,1749,469,1911)
summons-paragraph: You have 30 CALENDAR DAYS after this summons and legal papers are served on you to file a written response at this court and have a copy served on the plaintiff. A letter or phone call will not protect you. Your written response must be in proper legal form if you want the court to hear your case. There may be a court form that you can use for your response. You can find these court forms and more information at the California Courts Online Self-Help Center (www.courtinfo.ca.gov/selfhelp), your county law library, or the courthouse nearest you. If you cannot pay the filing fee, ask the court clerk for a fee waiver form. If you do not file your response on time, you may lose the case by default, and your wages, money and property may be taken without further warning from the court. xyxy=(715,420,1353,564)
notice-body: The following person(s) is (are) doing business as: M & E ONE STOP SHOP, 18500 VAN NUYS BLVD UNIT 09 RESEDA, CA 91335. LOS ANGELES COUNTY. Full name of registrant(s) is (are) DAISY ANDREA SILVA, 18500 VAN NUYS BLVD UNIT 09, RESEDA, CA 91335. This Business is conducted by: A JOINT VENTURE. Signed: ANTONIO MOORE, GENERAL PARTNER. This statement was filed with the County Clerk of Los Angeles County on 10/12/2023. The registrant(s) has (have) commenced to transact business under the fictitious business name or names listed above on 10/2023. NOTICE- This Fictitious Name Statement expires five years from the date it was filed in the office of the County Clerk. A new Fictitious Business Name Statement must be filed prior to that date. The filing of this statement does not of itself authorize the use in this state of a Fictitious Business Name in violation of the rights of another under Federal, State, or common law (See section 14411 et seq. Business and Professions Code) Publish: ES Mountain Views News Dates Pub: Oct. 14, 21, 28, Nov. 4, 2023 xyxy=(242,1348,469,1518)
court-address xyxy=(715,88,1353,179)
probate-notice xyxy=(706,1677,1366,2527)
summons-title: SUMMONS xyxy=(968,185,1100,212)
probate-case-number: CASE NO. 23STPB05371 xyxy=(719,1712,831,1724)
notice-body: The following person(s) is (are) doing business as: INNOVATIONS MANAGEMENT, 1005 S SUNRISE DR, MONTEREY PARK, CA 91754. LOS ANGELES COUNTY. Full name of registrant(s) is (are) DIEGO NOLAN H VAZQUEZ GARCIA, 8417 TWEEDY LN DOWNEY, CA 90240. This Business is conducted by: AN INDIVIDUAL. Signed: DENGNAN NOLAN VAZQUEZ GARCIA, OWNER. This statement was filed with the County Clerk of Los Angeles County on 09/28/2023. The registrant(s) has (have) commenced to transact business under the fictitious business name or names listed above on N/A. NOTICE- This Fictitious Name Statement expires five years from the date it was filed in the office of the County Clerk. A new Fictitious Business Name Statement must be filed prior to that date. The filing of this statement does not of itself authorize the use in this state of a Fictitious Business Name in violation of the rights of another under Federal, State, or common law (See section 14411 et seq. Business and Professions Code) Publish: ES Mountain Views News Dates Pub: Oct. 7, 14, 21, 28, 2023 xyxy=(477,1217,700,1396)
notice-body: The following person(s) is (are) doing business as: PREMIER ACOUSTIC PANELS, 9306 PARMELEE AVE, LOS ANGELES, CA 90002. Full name of registrant(s) is (are) JUAN ANTONIO RAMIREZ, 9306 PARMELEE AVE, LOS ANGELES, CA 90002. This Business is conducted by: AN INDIVIDUAL. Signed: JUAN ANTONIO RAMIREZ / OWNER. This statement was filed with the County Clerk of Los Angeles County on 10/06/2023. The registrant(s) has (have) commenced to transact business under the fictitious business name or names listed above on N/A. NOTICE- This Fictitious Name Statement expires five years from the date it was filed in the office of the County Clerk. A new Fictitious Business Name Statement must be filed prior to that date. The filing of this statement does not of itself authorize the use in this state of a Fictitious Business Name in violation of the rights of another under Federal, State, or common law (See section 14411 et seq. Business and Professions Code) Publish: Mountain Views News Dates Pub: OCT 14, 21, 28, NOV 04, 2023 xyxy=(8,843,235,1004)
